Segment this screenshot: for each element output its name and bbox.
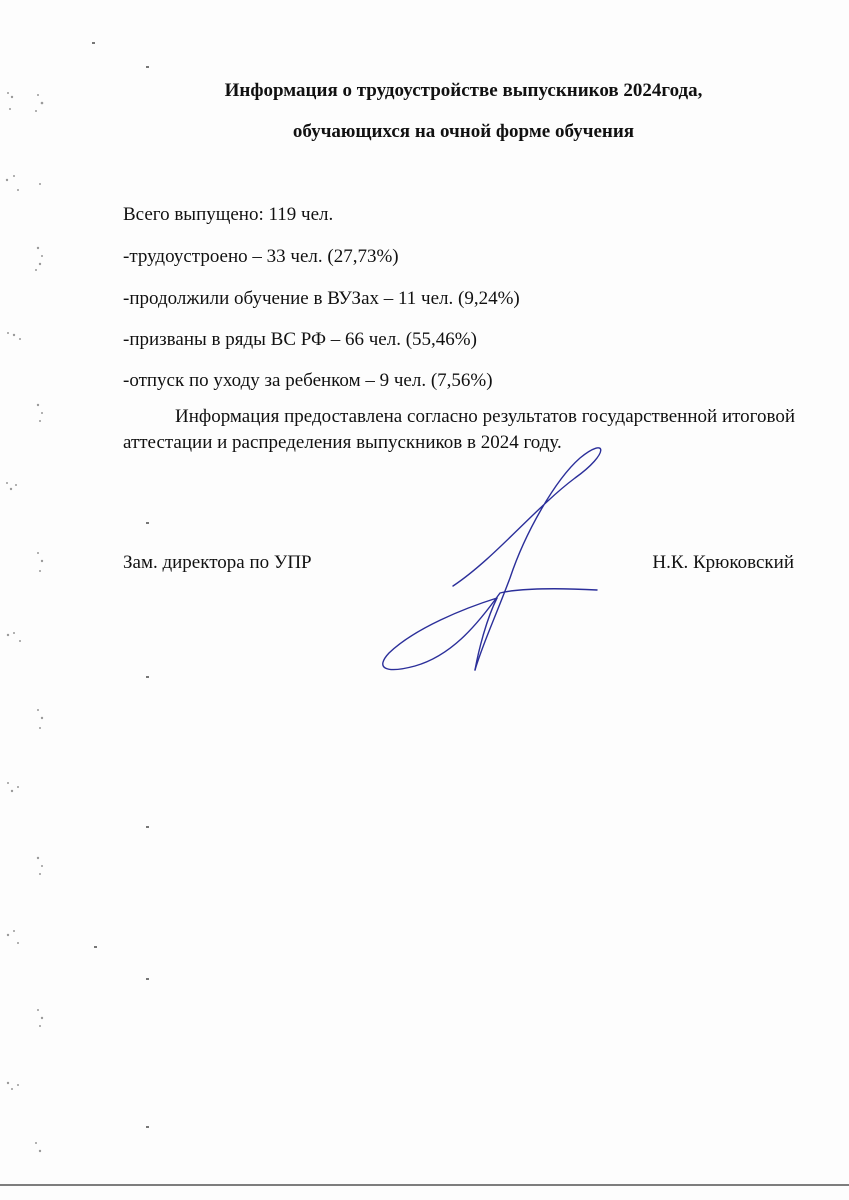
punch-hole-mark-icon: [2, 1135, 46, 1169]
scan-speck: [146, 1126, 149, 1128]
scan-speck: [146, 826, 149, 828]
punch-hole-mark-icon: [2, 325, 46, 359]
scan-speck: [146, 978, 149, 980]
punch-hole-mark-icon: [2, 850, 46, 884]
document-title-line-1: Информация о трудоустройстве выпускников 2024года,: [224, 80, 703, 101]
punch-hole-mark-icon: [2, 1075, 46, 1109]
punch-hole-mark-icon: [2, 925, 46, 959]
signatory-position: Зам. директора по УПР: [123, 552, 312, 573]
military-service-line: -призваны в ряды ВС РФ – 66 чел. (55,46%): [123, 329, 477, 350]
punch-hole-mark-icon: [2, 775, 46, 809]
punch-hole-mark-icon: [2, 700, 46, 734]
punch-hole-mark-icon: [2, 170, 46, 204]
punch-hole-mark-icon: [2, 395, 46, 429]
scan-speck: [92, 42, 95, 44]
punch-hole-mark-icon: [2, 475, 46, 509]
scan-speck: [146, 522, 149, 524]
punch-hole-mark-icon: [2, 240, 46, 274]
punch-hole-mark-icon: [2, 545, 46, 579]
employed-line: -трудоустроено – 33 чел. (27,73%): [123, 246, 399, 267]
scan-speck: [94, 946, 97, 948]
document-title-line-2: обучающихся на очной форме обучения: [292, 121, 635, 142]
signatory-name: Н.К. Крюковский: [652, 552, 794, 573]
continued-study-line: -продолжили обучение в ВУЗах – 11 чел. (9,24%): [123, 288, 520, 309]
total-graduates-line: Всего выпущено: 119 чел.: [123, 204, 334, 225]
punch-hole-mark-icon: [2, 625, 46, 659]
scan-bottom-edge: [0, 1184, 849, 1186]
punch-hole-mark-icon: [2, 1000, 46, 1034]
information-note-paragraph: Информация предоставлена согласно результатов государственной итоговой аттестации и распределения выпускников в 2024 году.: [123, 406, 795, 453]
parental-leave-line: -отпуск по уходу за ребенком – 9 чел. (7,56%): [123, 370, 493, 391]
handwritten-signature-icon: [375, 438, 615, 678]
scan-speck: [146, 66, 149, 68]
scan-speck: [146, 676, 149, 678]
